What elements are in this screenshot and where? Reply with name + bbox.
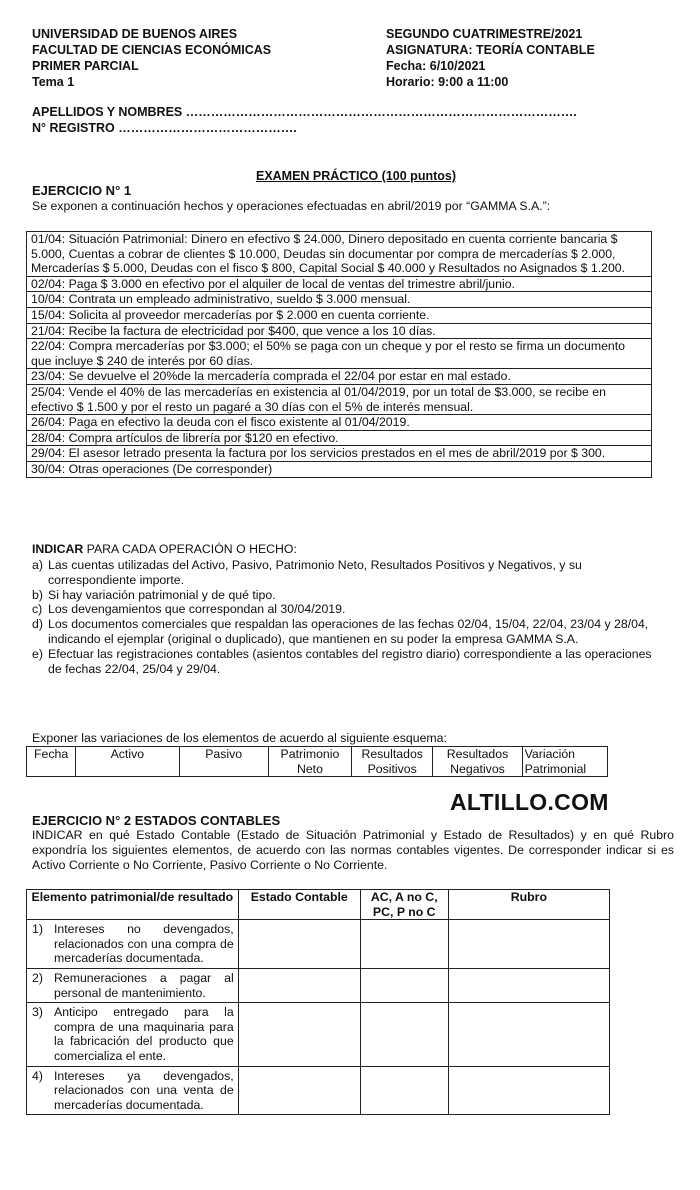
elemento-cell [27,968,239,1002]
operations-table [26,231,652,478]
ej2-table [26,889,610,1115]
operation-cell: 02/04: Paga $ 3.000 en efectivo por el alquiler de local de ventas del trimestre abril/junio. [27,276,652,292]
header-right [386,26,595,90]
task-letter: a) [32,558,43,572]
indicar-heading [32,542,297,556]
operation-cell: 28/04: Compra artículos de librería por $120 en efectivo. [27,430,652,446]
operation-cell: 21/04: Recibe la factura de electricidad por $400, que vence a los 10 días. [27,323,652,339]
row-number: 2) [32,970,43,985]
row-text: Remuneraciones a pagar al personal de mantenimiento. [54,970,234,1000]
row-number: 4) [32,1068,43,1083]
table-row [27,461,652,477]
student-name-line: APELLIDOS Y NOMBRES …………………………………………………………………………………. [32,105,577,119]
task-letter: b) [32,587,43,602]
semester: SEGUNDO CUATRIMESTRE/2021 [386,27,583,41]
answer-cell [238,1066,360,1115]
elemento-cell [27,920,239,969]
table-row [27,232,652,277]
row-text: Intereses ya devengados, relacionados con una venta de mercaderías documentada. [54,1068,234,1112]
row-text: Intereses no devengados, relacionados con una compra de mercaderías documentada. [54,922,234,966]
row-text: Anticipo entregado para la compra de una maquinaria para la fabricación del producto que comercializa el ente. [54,1005,234,1063]
column-header-elemento: Elemento patrimonial/de resultado [27,890,239,920]
answer-cell [238,1003,360,1066]
list-item [32,647,654,677]
subject: ASIGNATURA: TEORÍA CONTABLE [386,43,595,57]
column-header-clasificacion: AC, A no C, PC, P no C [360,890,448,920]
row-number: 3) [32,1005,43,1020]
operation-cell: 22/04: Compra mercaderías por $3.000; el 50% se paga con un cheque y por el resto se firma un documento que incluye $ 240 de interés por 60 días. [27,339,652,369]
operation-cell: 25/04: Vende el 40% de las mercaderías en existencia al 01/04/2019, por un total de $3.000, se recibe en efectivo $ 1.500 y por el resto un pagaré a 30 días con el 5% de interés mensual. [27,384,652,414]
column-header-resultados-negativos: Resultados Negativos [433,747,522,777]
table-row [27,307,652,323]
ej1-intro: Se exponen a continuación hechos y operaciones efectuadas en abril/2019 por “GAMMA S.A.”: [32,199,551,213]
exam-title: EXAMEN PRÁCTICO (100 puntos) [255,169,456,183]
faculty-name: FACULTAD DE CIENCIAS ECONÓMICAS [32,43,272,57]
answer-cell [448,1003,609,1066]
answer-cell [448,1066,609,1115]
task-text: Las cuentas utilizadas del Activo, Pasivo, Patrimonio Neto, Resultados Positivos y Negativos, y su correspondiente importe. [48,558,582,587]
table-row [27,968,610,1002]
scheme-intro: Exponer las variaciones de los elementos de acuerdo al siguiente esquema: [32,731,447,745]
column-header-variacion-patrimonial: Variación Patrimonial [522,747,607,777]
column-header-resultados-positivos: Resultados Positivos [352,747,433,777]
table-row [27,323,652,339]
task-letter: c) [32,602,43,617]
table-row [27,446,652,462]
variations-table [26,746,608,777]
answer-cell [360,968,448,1002]
table-row [27,920,610,969]
task-letter: e) [32,646,43,661]
answer-cell [360,1003,448,1066]
table-row [27,747,608,777]
column-header-fecha: Fecha [27,747,76,777]
ej2-intro: INDICAR en qué Estado Contable (Estado de Situación Patrimonial y Estado de Resultados) y en qué Rubro expondría los siguientes elementos, de acuerdo con las normas contables vigentes. De corresponder indicar si es Activo Corriente o No Corriente, Pasivo Corriente o No Corriente. [32,828,674,872]
exam-type: PRIMER PARCIAL [32,59,139,73]
table-row [27,369,652,385]
list-item [32,602,654,617]
header-left [32,26,271,90]
table-row [27,1066,610,1115]
table-row [27,276,652,292]
row-number: 1) [32,922,43,937]
list-item [32,588,654,603]
ej1-title: EJERCICIO N° 1 [32,183,132,198]
exam-tema: Tema 1 [32,75,75,89]
table-row [27,430,652,446]
table-row [27,292,652,308]
column-header-activo: Activo [76,747,179,777]
operation-cell: 01/04: Situación Patrimonial: Dinero en efectivo $ 24.000, Dinero depositado en cuenta corriente bancaria $ 5.000, Cuentas a cobrar de clientes $ 10.000, Deudas sin documentar por compra de mercaderías $ 2.000, Mercaderías $ 5.000, Deudas con el fisco $ 800, Capital Social $ 40.000 y Resultados no Asignados $ 1.200. [27,232,652,277]
column-header-pasivo: Pasivo [179,747,268,777]
operation-cell: 10/04: Contrata un empleado administrativo, sueldo $ 3.000 mensual. [27,292,652,308]
elemento-cell [27,1003,239,1066]
column-header-patrimonio-neto: Patrimonio Neto [268,747,351,777]
exam-time: Horario: 9:00 a 11:00 [386,75,509,89]
university-name: UNIVERSIDAD DE BUENOS AIRES [32,27,238,41]
indicar-bold: INDICAR [32,542,84,556]
answer-cell [360,1066,448,1115]
table-row [27,384,652,414]
list-item [32,617,654,647]
student-registro-line: N° REGISTRO ……………………………………. [32,121,297,135]
answer-cell [448,968,609,1002]
task-list [32,558,654,676]
indicar-rest: PARA CADA OPERACIÓN O HECHO: [83,542,297,556]
ej2-title: EJERCICIO N° 2 ESTADOS CONTABLES [32,813,281,828]
task-text: Los documentos comerciales que respaldan las operaciones de las fechas 02/04, 15/04, 22/04, 23/04 y 28/04, indicando el ejemplar (original o duplicado), que mantienen en su poder la empresa GAMMA S.A. [48,617,649,646]
elemento-cell [27,1066,239,1115]
table-header-row [27,890,610,920]
operation-cell: 30/04: Otras operaciones (De corresponder) [27,461,652,477]
answer-cell [238,920,360,969]
list-item [32,558,654,588]
exam-date: Fecha: 6/10/2021 [386,59,486,73]
task-text: Si hay variación patrimonial y de qué tipo. [48,587,276,602]
answer-cell [360,920,448,969]
table-row [27,1003,610,1066]
column-header-rubro: Rubro [448,890,609,920]
operation-cell: 23/04: Se devuelve el 20%de la mercadería comprada el 22/04 por estar en mal estado. [27,369,652,385]
table-row [27,339,652,369]
task-text: Los devengamientos que correspondan al 30/04/2019. [48,602,346,617]
operation-cell: 26/04: Paga en efectivo la deuda con el fisco existente al 01/04/2019. [27,415,652,431]
table-row [27,415,652,431]
operation-cell: 15/04: Solicita al proveedor mercaderías por $ 2.000 en cuenta corriente. [27,307,652,323]
column-header-estado: Estado Contable [238,890,360,920]
answer-cell [448,920,609,969]
operation-cell: 29/04: El asesor letrado presenta la factura por los servicios prestados en el mes de abril/2019 por $ 300. [27,446,652,462]
task-text: Efectuar las registraciones contables (asientos contables del registro diario) correspondiente a las operaciones de fechas 22/04, 25/04 y 29/04. [48,646,652,676]
answer-cell [238,968,360,1002]
altillo-watermark: ALTILLO.COM [450,789,609,815]
task-letter: d) [32,617,43,632]
